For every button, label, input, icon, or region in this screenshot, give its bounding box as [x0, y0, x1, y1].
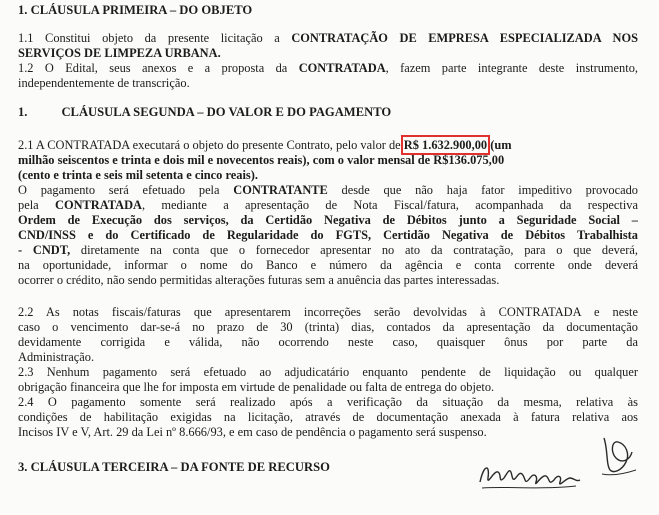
text: 1.2 O Edital, seus anexos e a proposta da — [18, 61, 299, 75]
bold-text: CND/INSS e do Certificado de Regularidade do FGTS, Certidão Negativa de Débitos Trabalhista — [18, 228, 638, 242]
paragraph-2-1-line-2 — [18, 153, 638, 168]
paragraph-2-4-line-3: Incisos IV e V, Art. 29 da Lei nº 8.666/93, e em caso de pendência o pagamento será suspenso. — [18, 425, 487, 439]
paragraph-2-1-line-1 — [18, 138, 638, 153]
text: desde que não haja fator impeditivo provocado — [327, 183, 638, 197]
paragraph-2-1-line-3 — [18, 168, 638, 183]
bold-text: CONTRATANTE — [233, 183, 328, 197]
paragraph-2-1-line-9: na oportunidade, informar o nome do Banco e número da agência e conta corrente onde deverá — [18, 258, 638, 272]
paragraph-2-3-line-1: 2.3 Nenhum pagamento será efetuado ao adjudicatário enquanto pendente de liquidação ou qualquer — [18, 365, 638, 379]
text: O pagamento será efetuado pela — [18, 183, 234, 197]
paragraph-2-4-line-1: 2.4 O pagamento somente será realizado após a verificação da situação da mesma, relativa às — [18, 395, 638, 409]
bold-text: SERVIÇOS DE LIMPEZA URBANA. — [18, 46, 221, 60]
paragraph-2-2-line-2: caso o vencimento dar-se-á no prazo de 30 (trinta) dias, contados da apresentação da documentação — [18, 320, 638, 334]
paragraph-1-1-line-2 — [18, 46, 638, 61]
paragraph-2-1-line-10: ocorrer o crédito, não sendo permitidas alterações futuras sem a anuência das partes interessadas. — [18, 273, 500, 287]
paragraph-2-2-line-3: devidamente corrigida e válida, não ocorrendo neste caso, quaisquer ônus por parte da — [18, 335, 638, 349]
contract-value-highlight: R$ 1.632.900,00 — [403, 138, 488, 152]
paragraph-2-1-line-7 — [18, 228, 638, 243]
initials-signature — [596, 430, 640, 480]
paragraph-2-1-line-5 — [18, 198, 638, 213]
bold-text: (um — [490, 138, 512, 152]
paragraph-2-1-line-8 — [18, 243, 638, 258]
paragraph-1-1-line-1 — [18, 31, 638, 46]
text: pela — [18, 198, 55, 212]
paragraph-1-2-line-1 — [18, 61, 638, 76]
bold-text: CONTRATADA — [298, 61, 386, 75]
text: 1.1 Constitui objeto da presente licitação a — [18, 31, 292, 45]
clause-3-heading: 3. CLÁUSULA TERCEIRA – DA FONTE DE RECURSO — [18, 460, 330, 474]
bold-text: CONTRATADA — [55, 198, 142, 212]
paragraph-1-2-line-2: independentemente de transcrição. — [18, 76, 190, 90]
text: , mediante a apresentação de Nota Fiscal/fatura, acompanhada da respectiva — [141, 198, 638, 212]
paragraph-2-1-line-6 — [18, 213, 638, 228]
paragraph-2-2-line-1: 2.2 As notas fiscais/faturas que apresentarem incorreções serão devolvidas à CONTRATADA e neste — [18, 305, 638, 319]
clause-1-heading: 1. CLÁUSULA PRIMEIRA – DO OBJETO — [18, 3, 253, 17]
paragraph-2-3-line-2: obrigação financeira que lhe for imposta em virtude de penalidade ou falta de entrega do objeto. — [18, 380, 495, 394]
bold-text: (cento e trinta e seis mil setenta e cinco reais). — [18, 168, 258, 182]
text: diretamente na conta que o fornecedor apresentar no ato da contratação, para o que deverá, — [70, 243, 638, 257]
bold-text: CONTRATAÇÃO DE EMPRESA ESPECIALIZADA NOS — [291, 31, 639, 45]
text: , fazem parte integrante deste instrumento, — [385, 61, 638, 75]
paragraph-2-4-line-2: condições de habilitação exigidas na licitação, através de documentação anexada à fatura relativa aos — [18, 410, 638, 424]
bold-text: - CNDT, — [18, 243, 71, 257]
heading-text: CLÁUSULA SEGUNDA – DO VALOR E DO PAGAMENTO — [61, 105, 392, 119]
handwritten-signature — [476, 456, 586, 496]
bold-text: milhão seiscentos e trinta e dois mil e novecentos reais), com o valor mensal de R$136.075,00 — [18, 153, 505, 167]
paragraph-2-1-line-4 — [18, 183, 638, 198]
clause-2-heading — [18, 105, 638, 120]
paragraph-2-2-line-4: Administração. — [18, 350, 95, 364]
heading-number: 1. — [18, 105, 28, 119]
text: 2.1 A CONTRATADA executará o objeto do presente Contrato, pelo valor de — [18, 138, 401, 152]
bold-text: Ordem de Execução dos serviços, da Certidão Negativa de Débitos junto a Seguridade Social – — [18, 213, 638, 227]
